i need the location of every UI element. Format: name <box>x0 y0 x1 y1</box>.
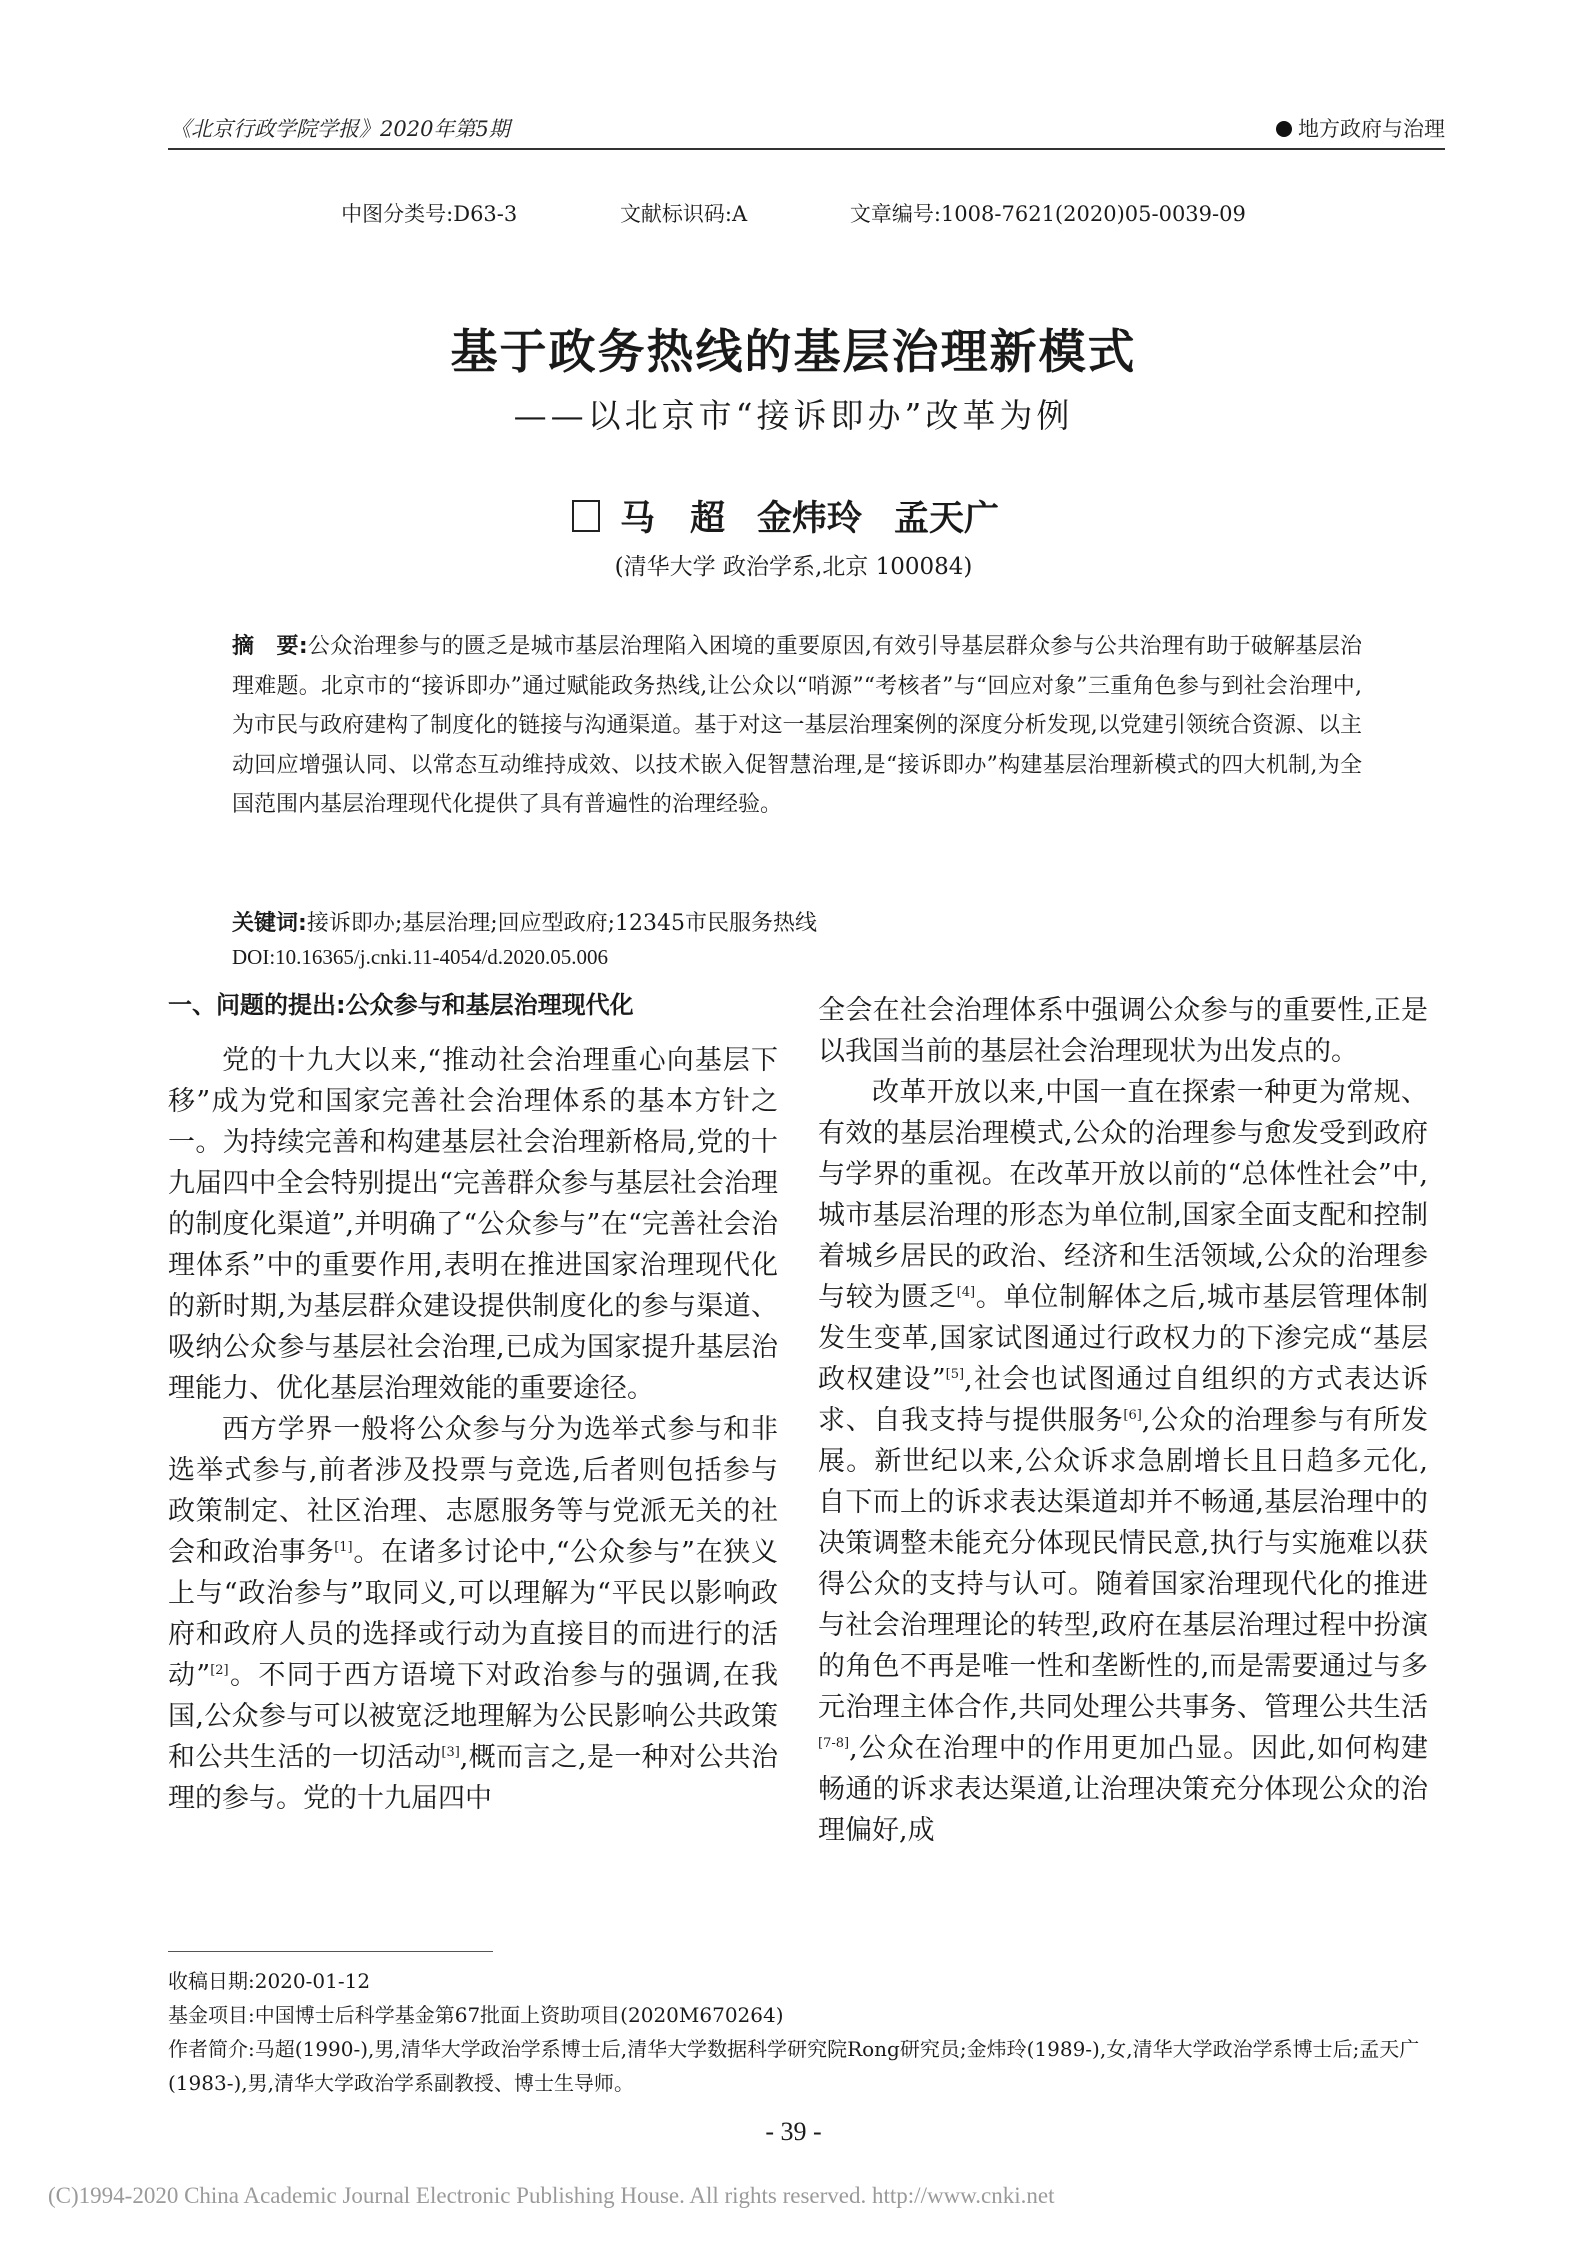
right-column <box>818 990 1428 1851</box>
keywords-text: 接诉即办;基层治理;回应型政府;12345市民服务热线 <box>306 911 818 936</box>
citation-5[interactable]: [5] <box>945 1367 965 1382</box>
left-column <box>168 990 778 1819</box>
running-header-section <box>1276 113 1445 143</box>
right-paragraph-0: 全会在社会治理体系中强调公众参与的重要性,正是以我国当前的基层社会治理现状为出发点的。 <box>818 995 1428 1067</box>
text-run: 。在诸多讨论中,“公众参与”在狭义上与“政治参与”取同义,可以理解为“平民以影响政府和政府人员的选择或行动为直接目的而进行的活动” <box>168 1537 778 1691</box>
author-1: 马 超 <box>619 499 725 539</box>
text-run: ,概而言之,是一种对公共治理的参与。党的十九届四中 <box>168 1742 779 1814</box>
left-paragraph-1: 党的十九大以来,“推动社会治理重心向基层下移”成为党和国家完善社会治理体系的基本方针之一。为持续完善和构建基层社会治理新格局,党的十九届四中全会特别提出“完善群众参与基层社会治理的制度化渠道”,并明确了“公众参与”在“完善社会治理体系”中的重要作用,表明在推进国家治理现代化的新时期,为基层群众建设提供制度化的参与渠道、吸纳公众参与基层社会治理,已成为国家提升基层治理能力、优化基层治理效能的重要途径。 <box>168 1045 778 1404</box>
citation-3[interactable]: [3] <box>441 1745 460 1760</box>
affiliation: (清华大学 政治学系,北京 100084) <box>614 554 973 580</box>
author-list <box>0 491 1587 541</box>
header-rule <box>168 148 1445 150</box>
text-run: ,公众的治理参与有所发展。新世纪以来,公众诉求急剧增长且日趋多元化,自下而上的诉求表达渠道却并不畅通,基层治理中的决策调整未能充分体现民情民意,执行与实施难以获得公众的支持与认可。随着国家治理现代化的推进与社会治理理论的转型,政府在基层治理过程中扮演的角色不再是唯一性和垄断性的,而是需要通过与多元治理主体合作,共同处理公共事务、管理公共生活 <box>818 1405 1428 1723</box>
citation-2[interactable]: [2] <box>210 1663 229 1678</box>
citation-7-8[interactable]: [7-8] <box>818 1736 850 1751</box>
article-number: 文章编号:1008-7621(2020)05-0039-09 <box>849 202 1246 226</box>
section-heading: 一、问题的提出:公众参与和基层治理现代化 <box>168 991 634 1019</box>
right-paragraph-1 <box>818 1072 1428 1851</box>
author-3: 孟天广 <box>894 499 1000 539</box>
footnote-fund: 基金项目:中国博士后科学基金第67批面上资助项目(2020M670264) <box>168 2003 784 2027</box>
square-marker-icon <box>572 500 600 532</box>
bullet-icon <box>1276 121 1292 137</box>
document-code: 文献标识码:A <box>619 202 748 226</box>
text-run: 。单位制解体之后,城市基层管理体制发生变革,国家试图通过行政权力的下渗完成“基层政权建设” <box>818 1282 1428 1395</box>
keywords-label: 关键词: <box>232 911 307 936</box>
text-run: ,公众在治理中的作用更加凸显。因此,如何构建畅通的诉求表达渠道,让治理决策充分体现公众的治理偏好,成 <box>818 1733 1428 1846</box>
text-run: ,社会也试图通过自组织的方式表达诉求、自我支持与提供服务 <box>818 1364 1428 1436</box>
classification-line <box>0 198 1587 228</box>
footnote-received: 收稿日期:2020-01-12 <box>168 1969 371 1993</box>
keywords <box>232 906 817 937</box>
citation-1[interactable]: [1] <box>334 1540 353 1555</box>
text-run: 西方学界一般将公众参与分为选举式参与和非选举式参与,前者涉及投票与竞选,后者则包括参与政策制定、社区治理、志愿服务等与党派无关的社会和政治事务 <box>168 1414 778 1568</box>
text-run: 。不同于西方语境下对政治参与的强调,在我国,公众参与可以被宽泛地理解为公民影响公共政策和公共生活的一切活动 <box>168 1660 778 1773</box>
citation-6[interactable]: [6] <box>1123 1408 1142 1423</box>
doi: DOI:10.16365/j.cnki.11-4054/d.2020.05.006 <box>232 945 609 969</box>
running-header-journal: 《北京行政学院学报》2020年第5期 <box>170 117 510 141</box>
author-2: 金炜玲 <box>756 499 862 539</box>
footnote-author-bio: 作者简介:马超(1990-),男,清华大学政治学系博士后,清华大学数据科学研究院Rong研究员;金炜玲(1989-),女,清华大学政治学系博士后;孟天广(1983-),男,清华大学政治学系副教授、博士生导师。 <box>168 2037 1420 2095</box>
citation-4[interactable]: [4] <box>956 1285 976 1300</box>
abstract-text: 公众治理参与的匮乏是城市基层治理陷入困境的重要原因,有效引导基层群众参与公共治理有助于破解基层治理难题。北京市的“接诉即办”通过赋能政务热线,让公众以“哨源”“考核者”与“回应对象”三重角色参与到社会治理中,为市民与政府建构了制度化的链接与沟通渠道。基于对这一基层治理案例的深度分析发现,以党建引领统合资源、以主动回应增强认同、以常态互动维持成效、以技术嵌入促智慧治理,是“接诉即办”构建基层治理新模式的四大机制,为全国范围内基层治理现代化提供了具有普遍性的治理经验。 <box>232 634 1362 817</box>
left-paragraph-2 <box>168 1409 778 1819</box>
copyright-watermark: (C)1994-2020 China Academic Journal Electronic Publishing House. All rights reserved. http://www.cnki.net <box>48 2183 1055 2208</box>
text-run: 改革开放以来,中国一直在探索一种更为常规、有效的基层治理模式,公众的治理参与愈发受到政府与学界的重视。在改革开放以前的“总体性社会”中,城市基层治理的形态为单位制,国家全面支配和控制着城乡居民的政治、经济和生活领域,公众的治理参与较为匮乏 <box>818 1077 1428 1313</box>
abstract <box>232 627 1362 825</box>
footnotes <box>168 1964 1438 2100</box>
clc-number: 中图分类号:D63-3 <box>341 202 518 226</box>
abstract-label: 摘 要: <box>232 634 308 659</box>
article-subtitle: ——以北京市“接诉即办”改革为例 <box>513 396 1074 435</box>
section-name: 地方政府与治理 <box>1298 117 1445 141</box>
footnote-rule <box>168 1951 493 1952</box>
article-title: 基于政务热线的基层治理新模式 <box>450 325 1137 380</box>
page-number: - 39 - <box>765 2117 822 2146</box>
